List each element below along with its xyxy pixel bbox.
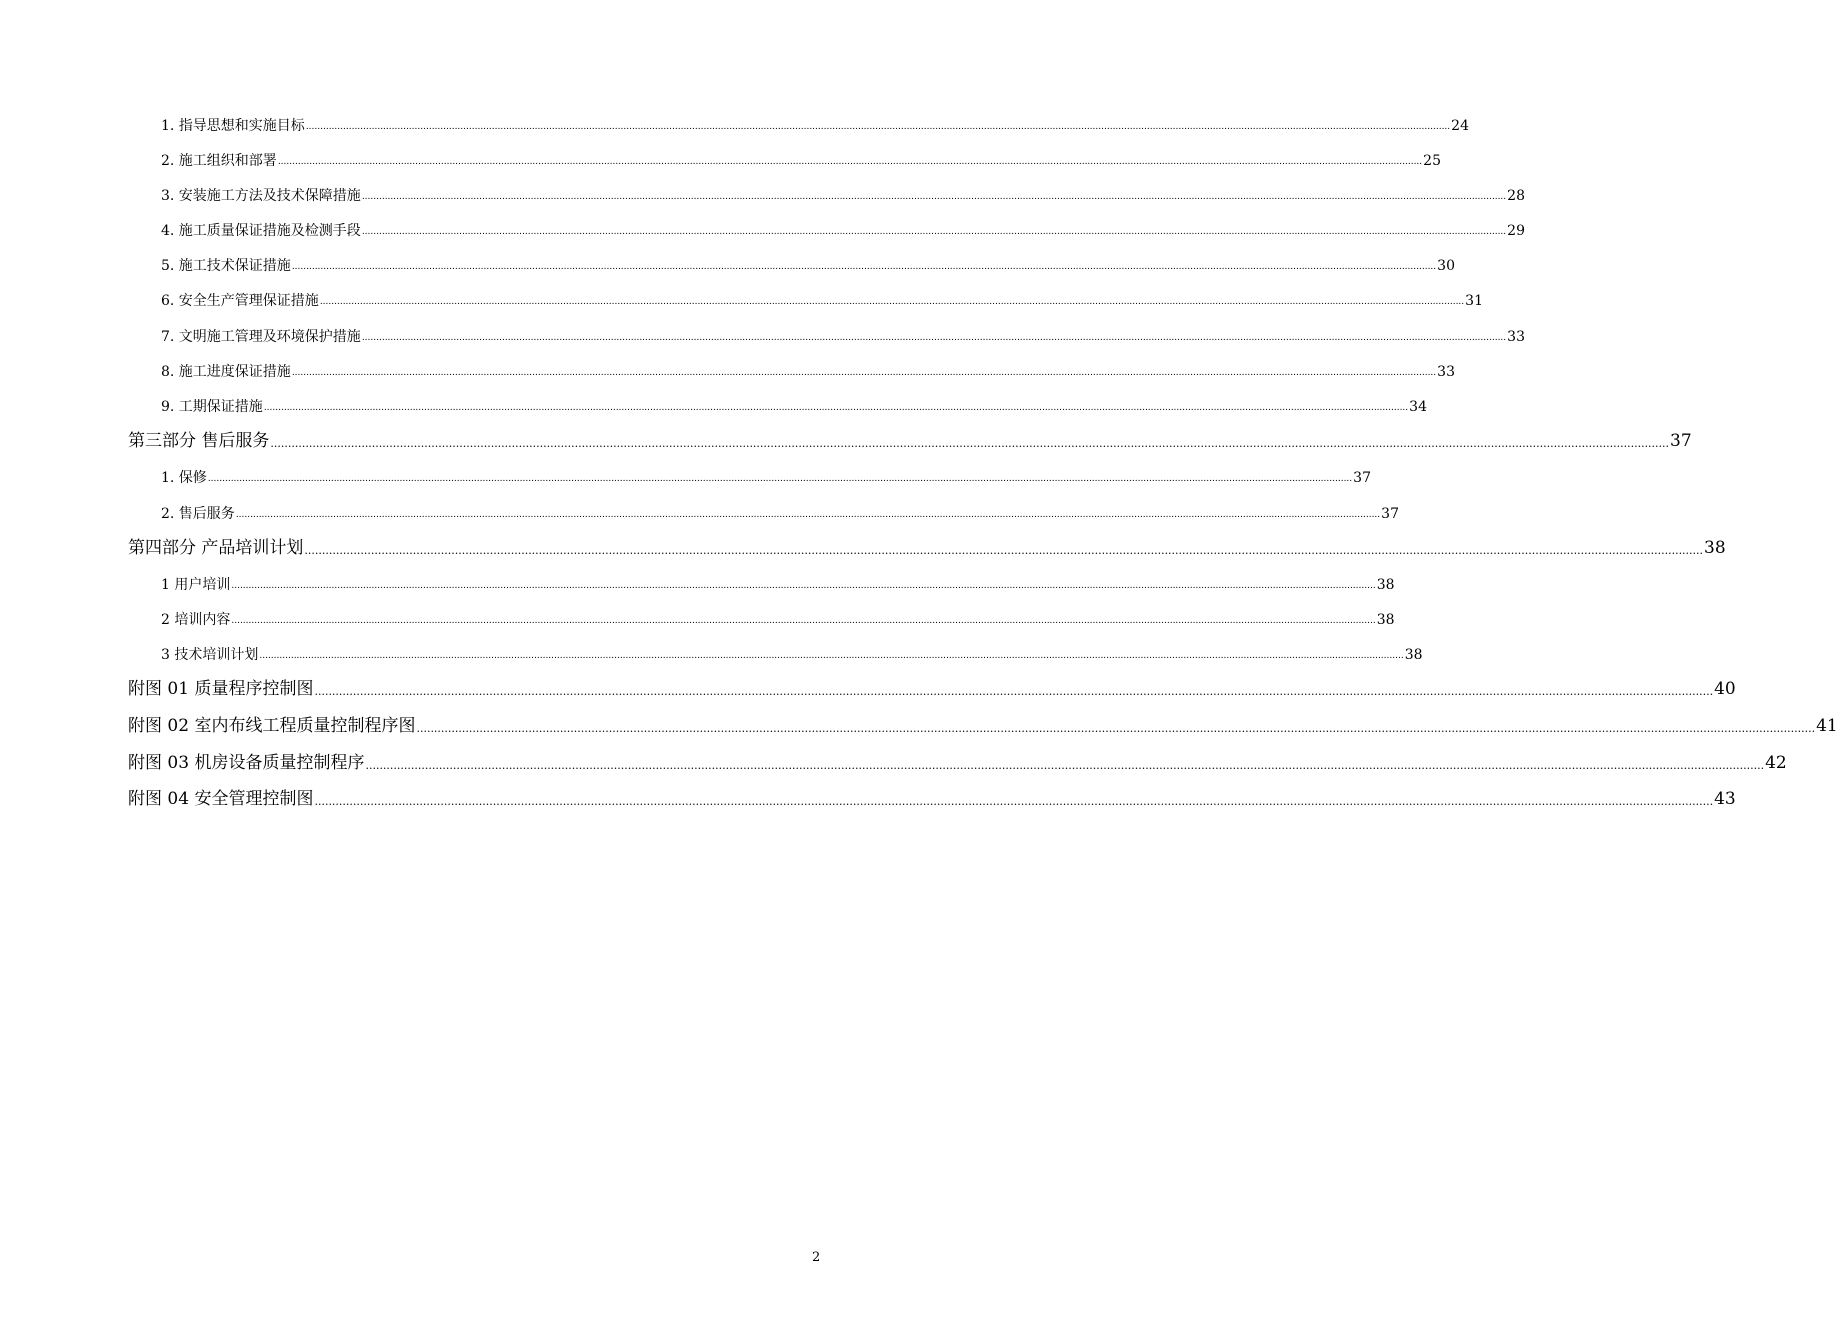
toc-entry-title: 1. 指导思想和实施目标 [161,118,305,134]
toc-entry[interactable] [161,258,1455,274]
toc-entry[interactable] [161,612,1395,628]
toc-entry[interactable] [128,753,1787,773]
toc-entry-page: 34 [1409,399,1427,415]
toc-entry-page: 25 [1423,153,1441,169]
toc-entry[interactable] [161,293,1483,309]
page-number: 2 [812,1250,821,1265]
toc-entry-title: 9. 工期保证措施 [161,399,263,415]
toc-entry-page: 38 [1376,577,1395,593]
toc-leader-dots: ................................................................................................................................................................................................................................................................................................................................................................................................................ [365,759,1765,772]
toc-entry[interactable] [161,399,1427,415]
toc-leader-dots: ................................................................................................................................................................................................................................................................................................................................................................................................................ [291,368,1437,378]
toc-entry[interactable] [161,506,1399,522]
toc-entry[interactable] [128,716,1838,736]
toc-entry-title: 2. 施工组织和部署 [161,153,277,169]
toc-leader-dots: ................................................................................................................................................................................................................................................................................................................................................................................................................ [270,437,1670,450]
toc-leader-dots: ................................................................................................................................................................................................................................................................................................................................................................................................................ [314,685,1714,698]
toc-leader-dots: ................................................................................................................................................................................................................................................................................................................................................................................................................ [231,581,1376,591]
toc-entry-title: 附图 01 质量程序控制图 [128,679,314,699]
toc-entry-page: 42 [1765,753,1787,773]
toc-entry-title: 8. 施工进度保证措施 [161,364,291,380]
toc-entry-page: 31 [1465,293,1483,309]
toc-entry-page: 40 [1714,679,1736,699]
toc-entry[interactable] [128,538,1726,558]
toc-entry-title: 附图 03 机房设备质量控制程序 [128,753,365,773]
toc-entry[interactable] [161,118,1469,134]
toc-entry-page: 37 [1353,470,1371,486]
toc-leader-dots: ................................................................................................................................................................................................................................................................................................................................................................................................................ [361,333,1507,343]
toc-entry-title: 2. 售后服务 [161,506,235,522]
toc-entry-page: 33 [1507,329,1525,345]
toc-entry[interactable] [161,188,1525,204]
toc-entry-title: 6. 安全生产管理保证措施 [161,293,319,309]
toc-entry[interactable] [161,470,1371,486]
toc-leader-dots: ................................................................................................................................................................................................................................................................................................................................................................................................................ [207,474,1353,484]
toc-entry[interactable] [161,223,1525,239]
toc-leader-dots: ................................................................................................................................................................................................................................................................................................................................................................................................................ [416,722,1816,735]
toc-leader-dots: ................................................................................................................................................................................................................................................................................................................................................................................................................ [314,795,1714,808]
toc-entry[interactable] [161,153,1441,169]
toc-entry-page: 30 [1437,258,1455,274]
toc-entry-page: 38 [1704,538,1726,558]
toc-entry-title: 5. 施工技术保证措施 [161,258,291,274]
toc-entry-page: 28 [1507,188,1525,204]
toc-entry-title: 2 培训内容 [161,612,231,628]
toc-entry-page: 43 [1714,789,1736,809]
toc-leader-dots: ................................................................................................................................................................................................................................................................................................................................................................................................................ [361,227,1507,237]
toc-leader-dots: ................................................................................................................................................................................................................................................................................................................................................................................................................ [305,122,1451,132]
toc-entry-page: 24 [1451,118,1469,134]
toc-entry-page: 41 [1816,716,1838,736]
toc-entry[interactable] [128,789,1736,809]
toc-entry[interactable] [161,647,1423,663]
toc-entry-title: 1. 保修 [161,470,207,486]
toc-entry[interactable] [128,431,1692,451]
toc-entry-title: 3. 安装施工方法及技术保障措施 [161,188,361,204]
toc-entry-title: 附图 02 室内布线工程质量控制程序图 [128,716,416,736]
toc-entry-title: 7. 文明施工管理及环境保护措施 [161,329,361,345]
toc-entry[interactable] [161,329,1525,345]
toc-entry-title: 附图 04 安全管理控制图 [128,789,314,809]
toc-leader-dots: ................................................................................................................................................................................................................................................................................................................................................................................................................ [361,192,1507,202]
toc-leader-dots: ................................................................................................................................................................................................................................................................................................................................................................................................................ [231,616,1376,626]
toc-entry-page: 37 [1670,431,1692,451]
toc-leader-dots: ................................................................................................................................................................................................................................................................................................................................................................................................................ [291,262,1437,272]
toc-leader-dots: ................................................................................................................................................................................................................................................................................................................................................................................................................ [277,157,1423,167]
toc-entry-page: 37 [1381,506,1399,522]
toc-entry-page: 38 [1404,647,1423,663]
toc-entry-title: 3 技术培训计划 [161,647,259,663]
toc-entry-title: 第三部分 售后服务 [128,431,270,451]
toc-leader-dots: ................................................................................................................................................................................................................................................................................................................................................................................................................ [235,510,1381,520]
toc-entry[interactable] [161,577,1395,593]
toc-entry-page: 29 [1507,223,1525,239]
toc-leader-dots: ................................................................................................................................................................................................................................................................................................................................................................................................................ [263,403,1409,413]
toc-entry[interactable] [128,679,1736,699]
toc-entry-title: 1 用户培训 [161,577,231,593]
toc-entry-title: 第四部分 产品培训计划 [128,538,304,558]
toc-entry-title: 4. 施工质量保证措施及检测手段 [161,223,361,239]
toc-leader-dots: ................................................................................................................................................................................................................................................................................................................................................................................................................ [259,651,1404,661]
toc-entry-page: 33 [1437,364,1455,380]
toc-leader-dots: ................................................................................................................................................................................................................................................................................................................................................................................................................ [304,544,1704,557]
toc-entry-page: 38 [1376,612,1395,628]
toc-leader-dots: ................................................................................................................................................................................................................................................................................................................................................................................................................ [319,297,1465,307]
toc-entry[interactable] [161,364,1455,380]
